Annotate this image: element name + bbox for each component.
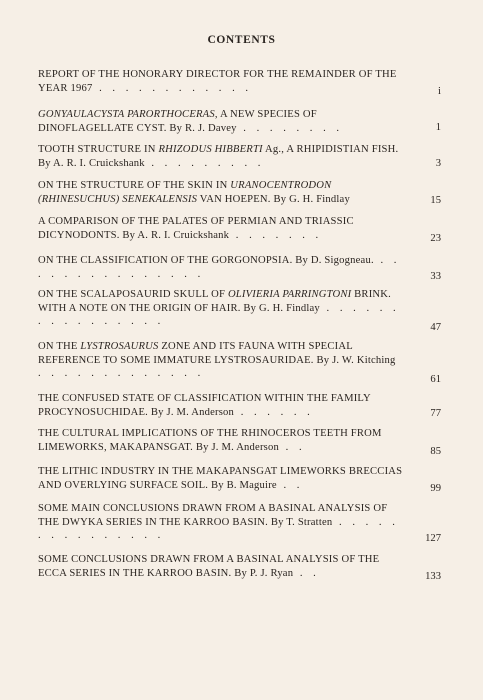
- toc-entry-13: [38, 553, 408, 580]
- page-number: 133: [425, 571, 441, 582]
- entry-title-cont: ZONE AND ITS FAUNA WITH SPECIAL REFERENCE TO SOME IMMATURE LYSTROSAURIDAE. By J. W. Kitching: [38, 341, 396, 366]
- entry-title: TOOTH STRUCTURE IN: [38, 144, 159, 155]
- leader-dots: . . . . . . . . .: [144, 157, 265, 169]
- page-number: 77: [430, 408, 441, 419]
- toc-entry-5: [38, 215, 408, 242]
- toc-entry-3: [38, 143, 408, 170]
- page-number: 99: [430, 483, 441, 494]
- page-number: 61: [430, 374, 441, 385]
- toc-entry-1: [38, 68, 408, 95]
- page-number: 127: [425, 533, 441, 544]
- entry-taxon: RHIZODUS HIBBERTI: [158, 144, 263, 155]
- entry-title-cont: Ag., A RHIPIDISTIAN FISH. By A. R. I. Cruickshank: [38, 144, 399, 169]
- leader-dots: . . . . . . . . . . . . .: [38, 368, 205, 380]
- toc-entry-9: [38, 392, 408, 419]
- leader-dots: . . . . . . . . . . . . . . .: [38, 516, 399, 542]
- entry-title: A COMPARISON OF THE PALATES OF PERMIAN AND TRIASSIC DICYNODONTS. By A. R. I. Cruickshank: [38, 216, 354, 241]
- toc-entry-7: [38, 288, 408, 329]
- entry-taxon: GONYAULACYSTA PARORTHOCERAS: [38, 109, 215, 120]
- entry-title-cont: BRINK. WITH A NOTE ON THE ORIGIN OF HAIR. By G. H. Findlay: [38, 289, 391, 314]
- leader-dots: . . . . . . . . . . . . . . .: [38, 255, 401, 280]
- toc-entry-8: [38, 340, 408, 381]
- leader-dots: . . . . . . . . . . . . . . . .: [38, 302, 400, 328]
- page-number: i: [438, 86, 441, 97]
- entry-title: ON THE CLASSIFICATION OF THE GORGONOPSIA. By D. Sigogneau.: [38, 255, 374, 266]
- page-number: 47: [430, 322, 441, 333]
- toc-entry-11: [38, 465, 408, 492]
- page-number: 33: [430, 271, 441, 282]
- leader-dots: . .: [293, 567, 320, 579]
- entry-title: ON THE STRUCTURE OF THE SKIN IN: [38, 180, 231, 191]
- leader-dots: . . . . . . .: [229, 229, 323, 241]
- entry-title: THE CULTURAL IMPLICATIONS OF THE RHINOCEROS TEETH FROM LIMEWORKS, MAKAPANSGAT. By J. M. Anderson: [38, 428, 382, 453]
- toc-entry-6: [38, 254, 408, 281]
- entry-taxon: LYSTROSAURUS: [80, 341, 159, 352]
- entry-title: , A NEW SPECIES OF DINOFLAGELLATE CYST. By R. J. Davey: [38, 109, 317, 134]
- page-number: 1: [435, 122, 441, 133]
- entry-title: SOME CONCLUSIONS DRAWN FROM A BASINAL ANALYSIS OF THE ECCA SERIES IN THE KARROO BASIN. By P. J. Ryan: [38, 554, 380, 579]
- leader-dots: . .: [279, 441, 306, 453]
- leader-dots: . . . . . .: [234, 406, 314, 418]
- page-number: 23: [430, 233, 441, 244]
- entry-title: THE CONFUSED STATE OF CLASSIFICATION WITHIN THE FAMILY PROCYNOSUCHIDAE. By J. M. Anderson: [38, 393, 371, 418]
- toc-entry-4: [38, 179, 408, 206]
- entry-taxon: URANOCENTRODON (RHINESUCHUS) SENEKALENSIS: [38, 180, 332, 205]
- entry-taxon: OLIVIERIA PARRINGTONI: [227, 289, 352, 300]
- entry-title: ON THE SCALAPOSAURID SKULL OF: [38, 289, 228, 300]
- contents-heading: CONTENTS: [207, 34, 276, 46]
- entry-title: SOME MAIN CONCLUSIONS DRAWN FROM A BASINAL ANALYSIS OF THE DWYKA SERIES IN THE KARROO BASIN. By T. Stratten: [38, 503, 388, 528]
- page-number: 85: [430, 446, 441, 457]
- entry-title: ON THE: [38, 341, 81, 352]
- toc-entry-12: [38, 502, 408, 543]
- toc-entry-2: [38, 108, 408, 135]
- toc-entry-10: [38, 427, 408, 454]
- leader-dots: . . . . . . . .: [236, 122, 344, 134]
- page-number: 3: [435, 158, 441, 169]
- page-number: 15: [430, 195, 441, 206]
- entry-title: REPORT OF THE HONORARY DIRECTOR FOR THE REMAINDER OF THE YEAR 1967: [38, 69, 397, 94]
- leader-dots: . . . . . . . . . . . .: [92, 82, 253, 94]
- entry-title-cont: VAN HOEPEN. By G. H. Findlay: [197, 193, 350, 205]
- entry-title: THE LITHIC INDUSTRY IN THE MAKAPANSGAT LIMEWORKS BRECCIAS AND OVERLYING SURFACE SOIL. By B. Maguire: [38, 466, 403, 491]
- leader-dots: . .: [276, 479, 304, 491]
